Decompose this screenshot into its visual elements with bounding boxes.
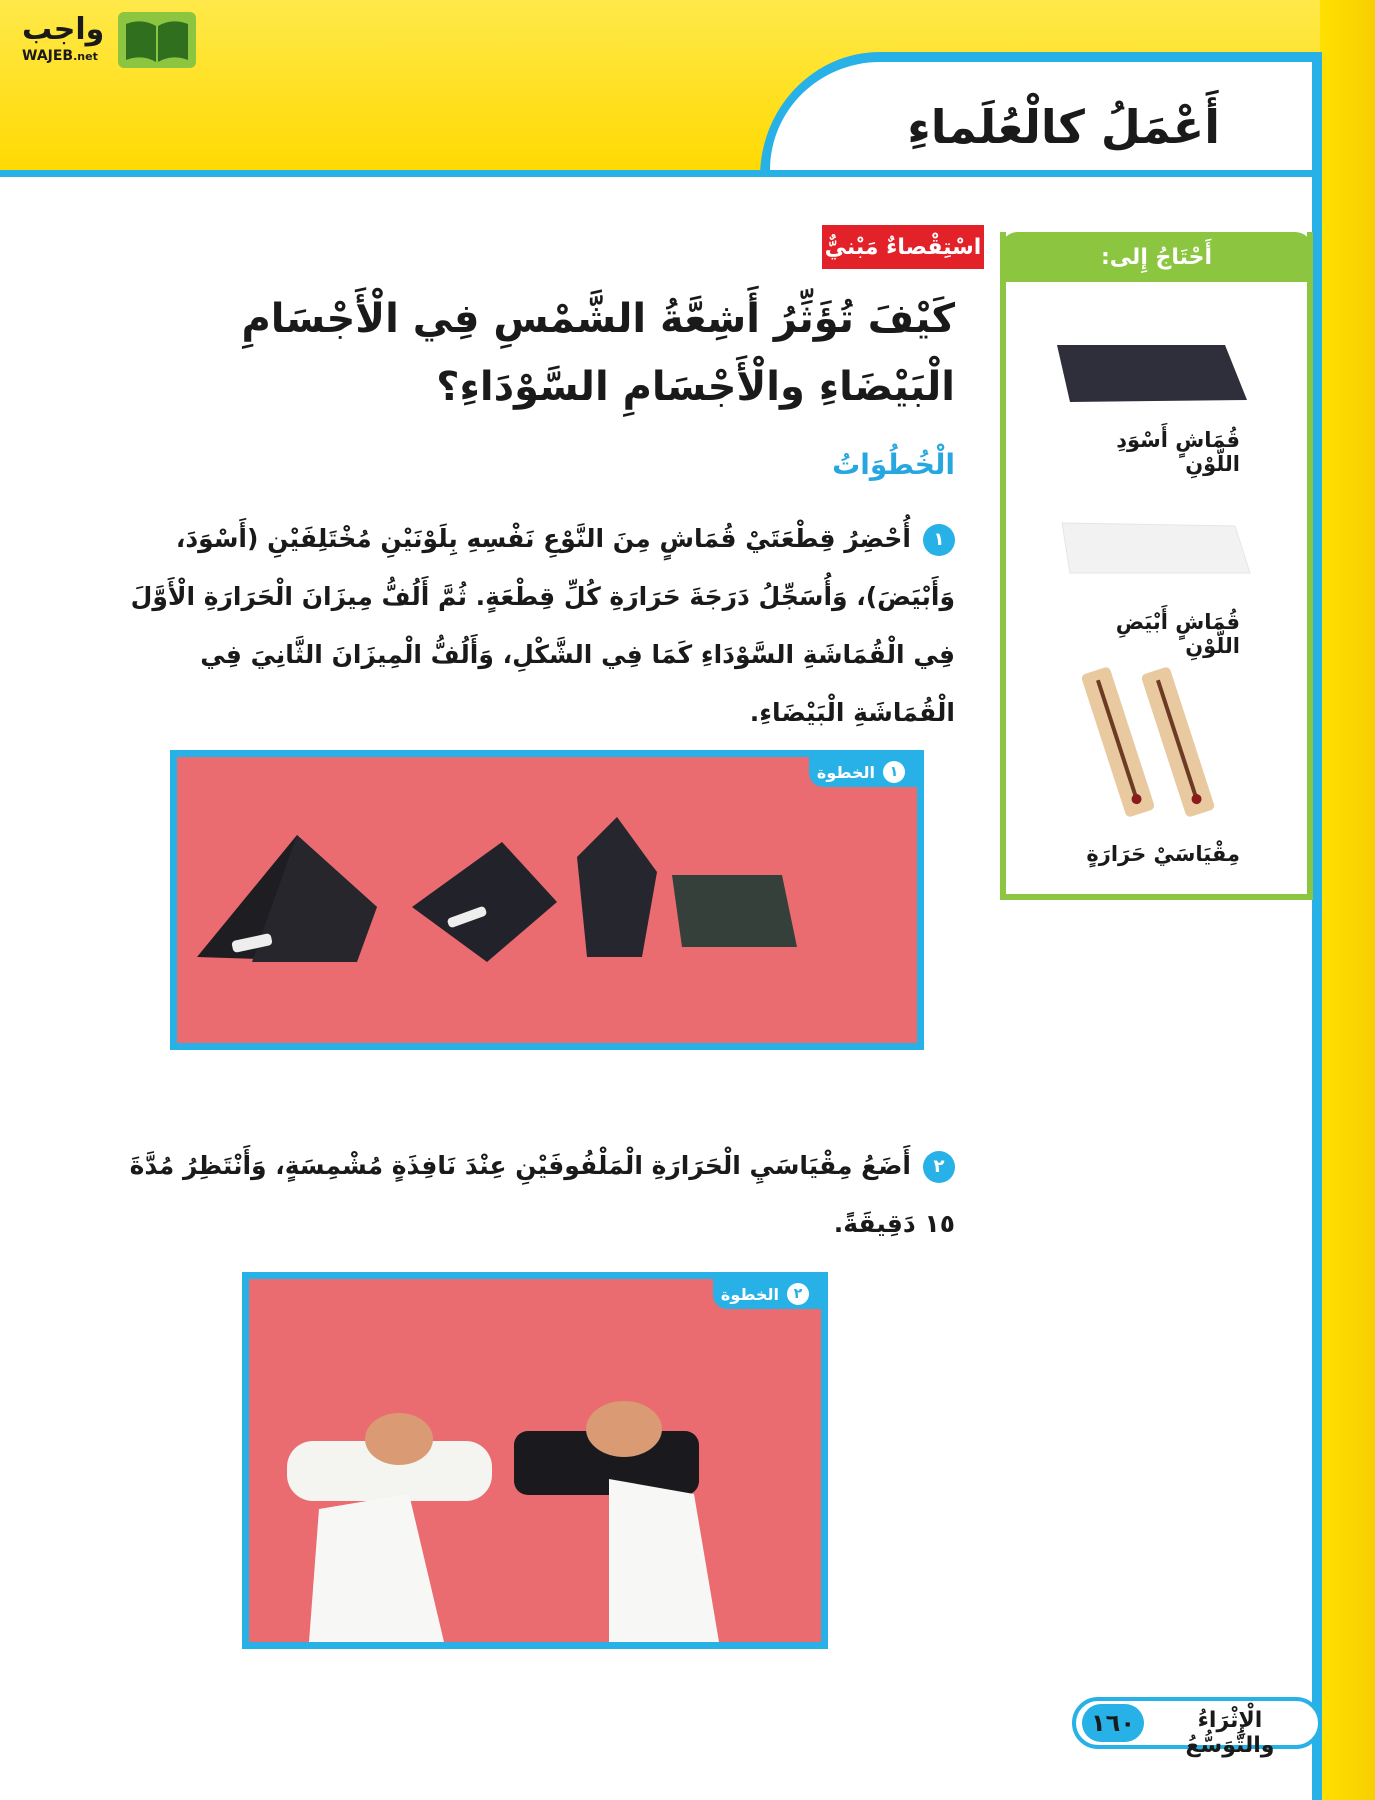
materials-heading: أَحْتَاجُ إِلى: <box>1000 232 1313 282</box>
inquiry-question: كَيْفَ تُؤَثِّرُ أَشِعَّةُ الشَّمْسِ فِي الْأَجْسَامِ الْبَيْضَاءِ والْأَجْسَامِ السَّوْدَاءِ؟ <box>241 296 955 410</box>
right-decor-strip <box>1320 0 1375 1800</box>
step-1 <box>95 510 955 742</box>
page-number: ١٦٠ <box>1082 1704 1144 1742</box>
thermometer-icon <box>1078 662 1238 827</box>
folded-cloth-illustration <box>177 757 917 1043</box>
footer-section-title: الْإِثْرَاءُ والتَّوَسُّعُ <box>1185 1708 1275 1758</box>
material-white-cloth: قُمَاشٍ أَبْيَضِ اللَّوْنِ <box>1115 610 1240 658</box>
logo-latin-text: WAJEB.net <box>22 48 98 64</box>
step-text: أُحْضِرُ قِطْعَتَيْ قُمَاشٍ مِنَ النَّوْعِ نَفْسِهِ بِلَوْنَيْنِ مُخْتَلِفَيْنِ (أَسْوَدَ، وَأَبْيَضَ)، وَأُسَجِّلُ دَرَجَةَ حَرَارَةِ كُلِّ قِطْعَةٍ. ثُمَّ أَلُفُّ مِيزَانَ الْحَرَارَةِ الْأَوَّلَ فِي الْقُمَاشَةِ السَّوْدَاءِ كَمَا فِي الشَّكْلِ، وَأَلُفُّ الْمِيزَانَ الثَّانِيَ فِي الْقُمَاشَةِ الْبَيْضَاءِ. <box>130 524 955 727</box>
step-2-photo <box>242 1272 828 1649</box>
logo-arabic-text: واجب <box>22 12 105 47</box>
right-border-line <box>1312 60 1322 1800</box>
steps-heading: الْخُطُوَاتُ <box>832 448 955 481</box>
black-cloth-icon <box>1055 340 1250 410</box>
photo-step-tag: ١ الخطوة <box>809 757 917 787</box>
book-icon <box>118 12 196 68</box>
step-1-photo <box>170 750 924 1050</box>
material-black-cloth: قُمَاشٍ أَسْوَدِ اللَّوْنِ <box>1116 428 1240 476</box>
step-2 <box>95 1137 955 1253</box>
site-logo[interactable] <box>10 6 190 66</box>
material-thermometers: مِقْيَاسَيْ حَرَارَةٍ <box>1086 842 1240 866</box>
step-number-badge: ٢ <box>923 1151 955 1183</box>
step-number-badge: ١ <box>923 524 955 556</box>
structured-inquiry-label: اسْتِقْصاءٌ مَبْنيٌّ <box>822 225 984 269</box>
photo-step-tag: ٢ الخطوة <box>713 1279 821 1309</box>
white-cloth-icon <box>1060 518 1255 578</box>
step-text: أَضَعُ مِقْيَاسَيِ الْحَرَارَةِ الْمَلْفُوفَيْنِ عِنْدَ نَافِذَةٍ مُشْمِسَةٍ، وَأَنْتَظِرُ مُدَّةَ ١٥ دَقِيقَةً. <box>129 1151 955 1238</box>
rolled-cloth-illustration <box>249 1279 821 1642</box>
header-divider <box>0 170 1322 177</box>
page-title: أَعْمَلُ كالْعُلَماءِ <box>907 100 1220 154</box>
